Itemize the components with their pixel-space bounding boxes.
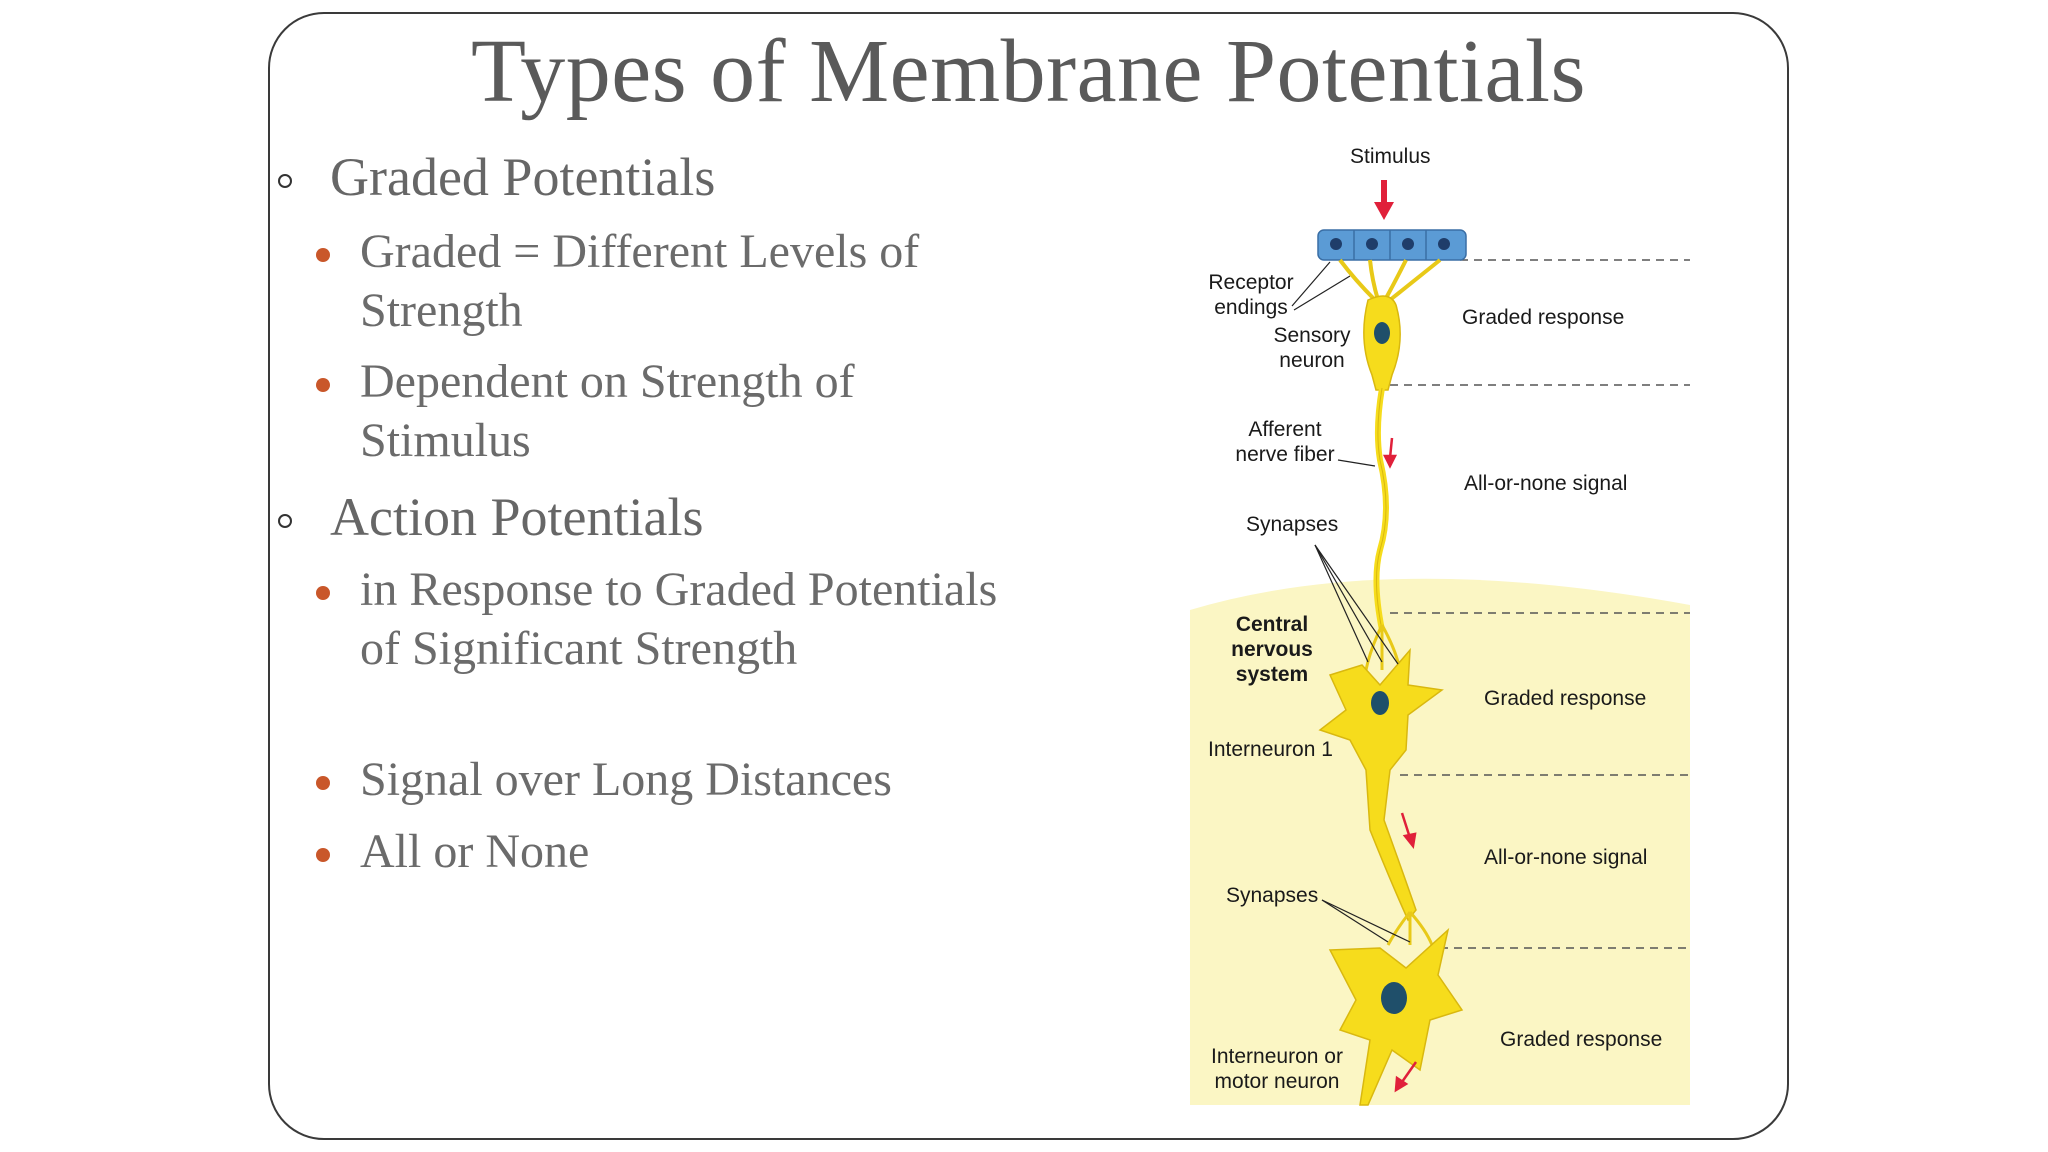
label-interneuron-or-motor-neuron: Interneuron or motor neuron xyxy=(1211,1045,1343,1093)
sensory-neuron-nucleus xyxy=(1374,322,1390,344)
neuron-pathway-diagram xyxy=(1170,130,1690,1110)
label-graded-response-1: Graded response xyxy=(1462,306,1625,329)
label-interneuron-1: Interneuron 1 xyxy=(1208,738,1333,761)
label-all-or-none-signal-1: All-or-none signal xyxy=(1464,472,1628,495)
label-receptor-endings: Receptor endings xyxy=(1208,271,1294,319)
dot-bullet-icon xyxy=(316,586,330,600)
label-graded-response-2: Graded response xyxy=(1484,687,1647,710)
label-all-or-none-signal-2: All-or-none signal xyxy=(1484,846,1648,869)
hollow-circle-bullet-icon xyxy=(278,514,292,528)
stimulus-arrow-icon xyxy=(1374,180,1394,220)
interneuron-2-nucleus xyxy=(1381,982,1407,1014)
slide-title: Types of Membrane Potentials xyxy=(471,22,1586,121)
label-synapses-1: Synapses xyxy=(1246,513,1339,536)
label-graded-response-3: Graded response xyxy=(1500,1028,1663,1051)
label-stimulus: Stimulus xyxy=(1350,145,1431,168)
label-afferent-nerve-fiber: Afferent nerve fiber xyxy=(1235,418,1335,466)
dot-bullet-icon xyxy=(316,378,330,392)
dot-bullet-icon xyxy=(316,776,330,790)
dot-bullet-icon xyxy=(316,248,330,262)
label-central-nervous-system: Central nervous system xyxy=(1231,613,1313,686)
label-sensory-neuron: Sensory neuron xyxy=(1273,324,1351,372)
hollow-circle-bullet-icon xyxy=(278,174,292,188)
receptor-ending-branches xyxy=(1340,260,1440,300)
label-synapses-2: Synapses xyxy=(1226,884,1319,907)
dot-bullet-icon xyxy=(316,848,330,862)
interneuron-1-nucleus xyxy=(1371,691,1389,715)
receptor-cells xyxy=(1318,230,1466,260)
